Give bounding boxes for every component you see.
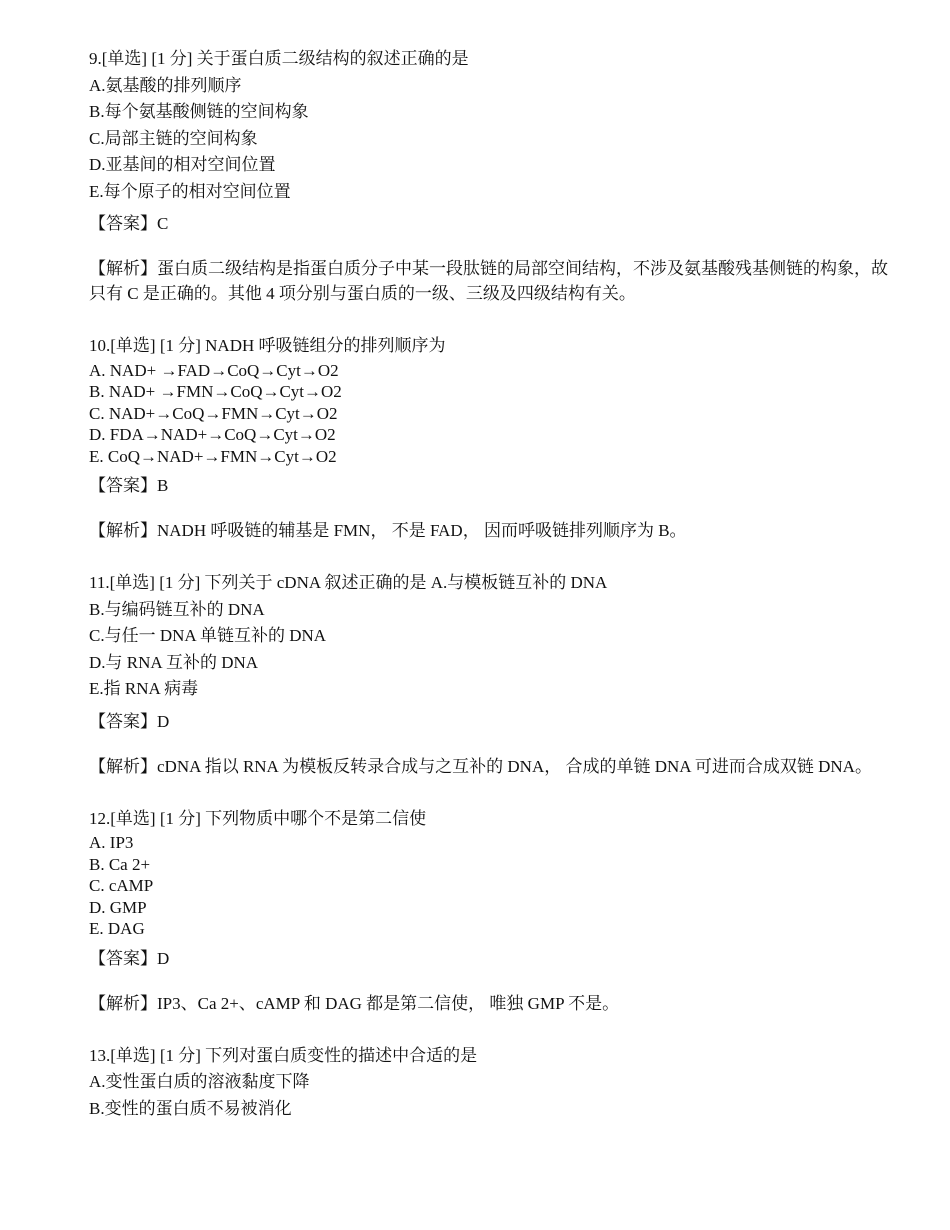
option-c: C.局部主链的空间构象 bbox=[89, 128, 258, 148]
document-page bbox=[89, 46, 899, 1122]
question-stem: 12.[单选] [1 分] 下列物质中哪个不是第二信使 bbox=[89, 808, 427, 828]
answer: 【答案】D bbox=[89, 711, 170, 731]
option-e: E. DAG bbox=[89, 919, 145, 938]
option-d: D.与 RNA 互补的 DNA bbox=[89, 652, 259, 672]
option-c: C.与任一 DNA 单链互补的 DNA bbox=[89, 626, 327, 645]
option-e: E. CoQ→NAD+→FMN→Cyt→O2 bbox=[89, 446, 337, 466]
analysis: 【解析】蛋白质二级结构是指蛋白质分子中某一段肽链的局部空间结构，不涉及氨基酸残基侧链的构象，故只有 C 是正确的。其他 4 项分别与蛋白质的一级、三级及四级结构有关。 bbox=[89, 259, 888, 303]
option-b: B.每个氨基酸侧链的空间构象 bbox=[89, 102, 309, 121]
analysis: 【解析】IP3、Ca 2+、cAMP 和 DAG 都是第二信使， 唯独 GMP 不是。 bbox=[89, 993, 620, 1013]
option-b: B.与编码链互补的 DNA bbox=[89, 599, 265, 619]
option-b: B. NAD+ →FMN→CoQ→Cyt→O2 bbox=[89, 382, 342, 401]
option-e: E.指 RNA 病毒 bbox=[89, 679, 199, 698]
question-9 bbox=[89, 46, 899, 306]
option-a: A.变性蛋白质的溶液黏度下降 bbox=[89, 1072, 310, 1091]
answer: 【答案】B bbox=[89, 476, 169, 495]
option-a: A. NAD+ →FAD→CoQ→Cyt→O2 bbox=[89, 360, 339, 380]
answer: 【答案】C bbox=[89, 214, 169, 233]
question-11 bbox=[89, 570, 899, 779]
analysis: 【解析】NADH 呼吸链的辅基是 FMN， 不是 FAD， 因而呼吸链排列顺序为 B。 bbox=[89, 521, 687, 540]
answer: 【答案】D bbox=[89, 948, 170, 968]
option-d: D. FDA→NAD+→CoQ→Cyt→O2 bbox=[89, 425, 336, 444]
option-d: D. GMP bbox=[89, 897, 147, 917]
option-a: A. IP3 bbox=[89, 833, 134, 852]
option-a: A.氨基酸的排列顺序 bbox=[89, 75, 242, 95]
question-stem: 9.[单选] [1 分] 关于蛋白质二级结构的叙述正确的是 bbox=[89, 49, 469, 68]
question-stem: 10.[单选] [1 分] NADH 呼吸链组分的排列顺序为 bbox=[89, 336, 446, 355]
question-stem: 11.[单选] [1 分] 下列关于 cDNA 叙述正确的是 A.与模板链互补的 DNA bbox=[89, 573, 608, 592]
option-d: D.亚基间的相对空间位置 bbox=[89, 155, 276, 174]
question-12 bbox=[89, 806, 899, 1016]
option-c: C. cAMP bbox=[89, 876, 154, 895]
option-e: E.每个原子的相对空间位置 bbox=[89, 181, 291, 201]
question-13 bbox=[89, 1043, 899, 1123]
option-b: B.变性的蛋白质不易被消化 bbox=[89, 1098, 292, 1118]
question-10 bbox=[89, 333, 899, 543]
option-b: B. Ca 2+ bbox=[89, 854, 151, 874]
question-stem: 13.[单选] [1 分] 下列对蛋白质变性的描述中合适的是 bbox=[89, 1045, 478, 1065]
analysis: 【解析】cDNA 指以 RNA 为模板反转录合成与之互补的 DNA， 合成的单链 DNA 可进而合成双链 DNA。 bbox=[89, 756, 872, 776]
option-c: C. NAD+→CoQ→FMN→Cyt→O2 bbox=[89, 403, 338, 423]
